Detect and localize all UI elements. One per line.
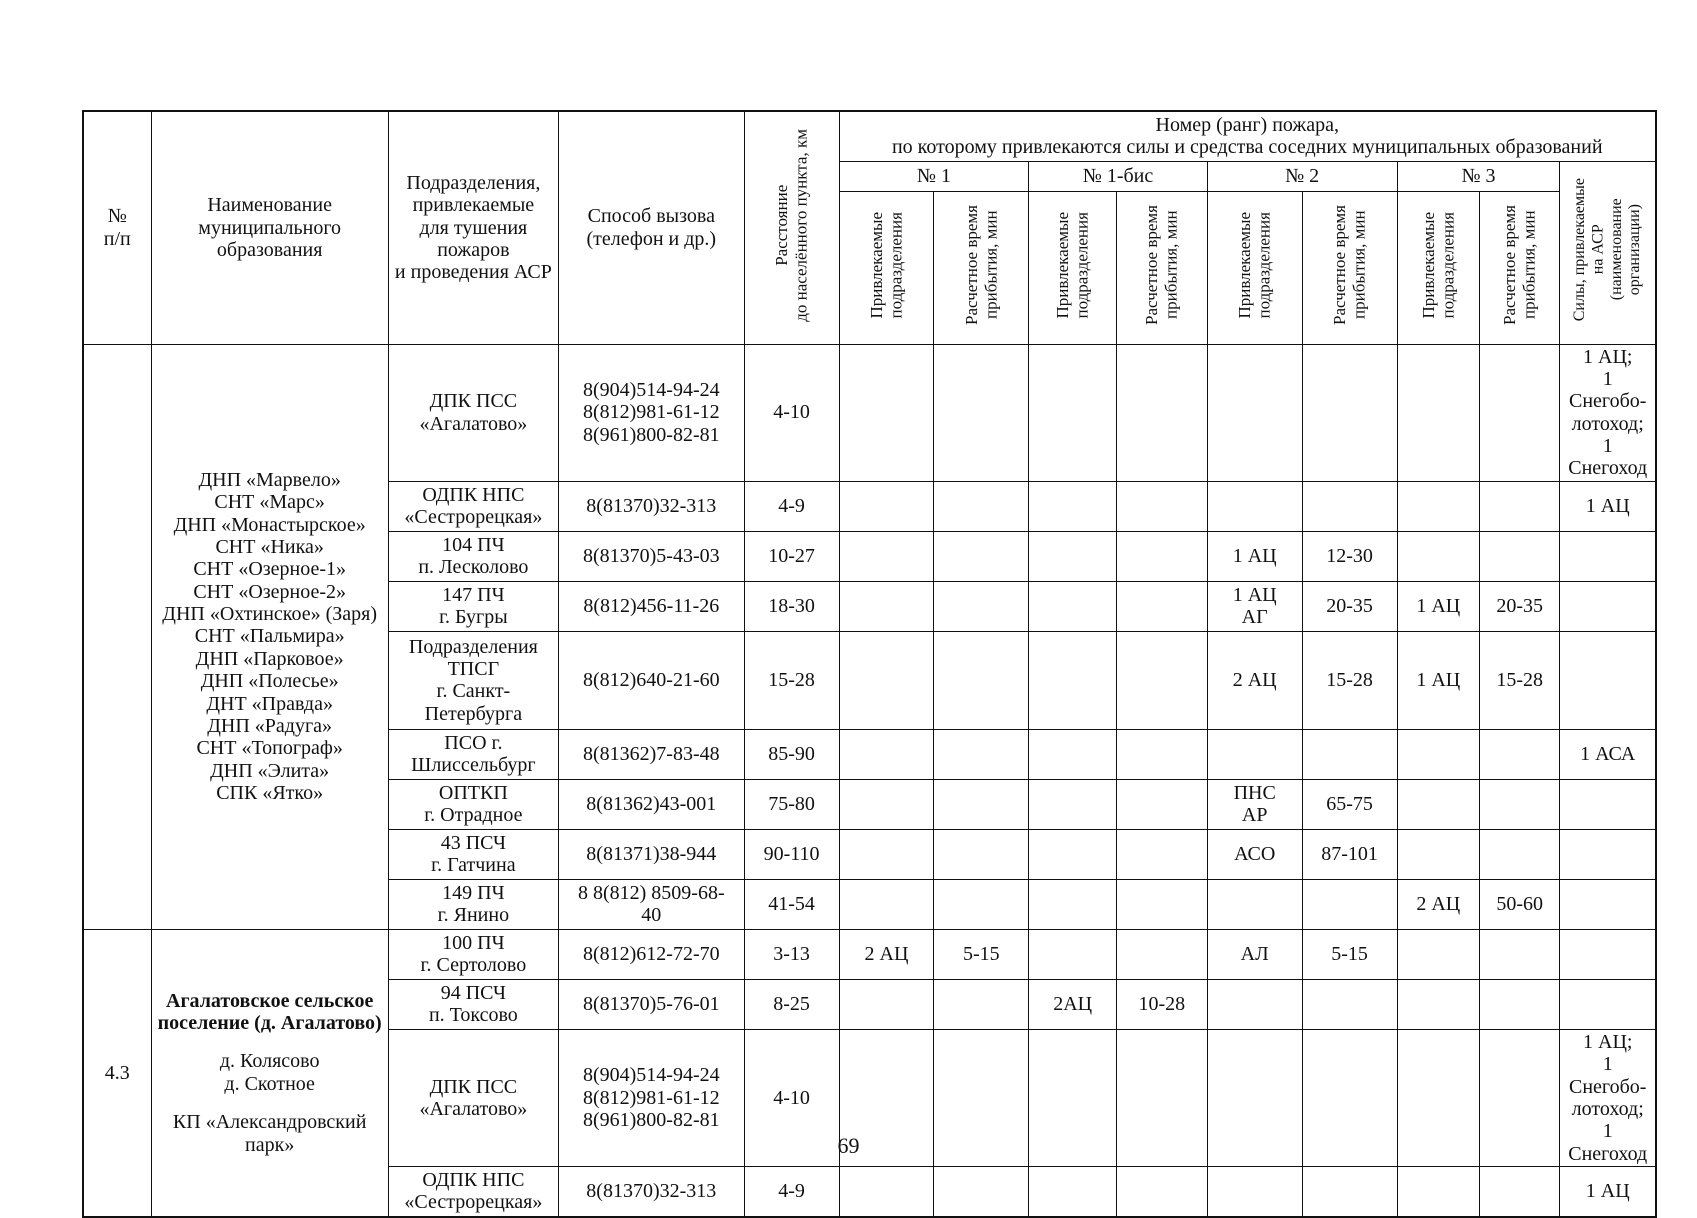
- cell-r1bt: [1116, 779, 1207, 829]
- cell-phone: 8(812)640-21-60: [558, 631, 744, 729]
- settlement-name: д. Колясово: [219, 1050, 320, 1073]
- cell-asr: [1560, 979, 1656, 1029]
- header-r1bis-units-label: Привлекаемые подразделения: [1053, 211, 1092, 319]
- cell-r2u: 1 АЦ АГ: [1207, 581, 1302, 631]
- cell-r1bt: [1116, 829, 1207, 879]
- cell-r3u: 1 АЦ: [1397, 631, 1480, 729]
- cell-r1u: [839, 829, 934, 879]
- cell-asr: [1560, 929, 1656, 979]
- cell-dist: 90-110: [744, 829, 839, 879]
- cell-r3u: 2 АЦ: [1397, 879, 1480, 929]
- cell-r1u: [839, 779, 934, 829]
- cell-r2u: 1 АЦ: [1207, 531, 1302, 581]
- settlement-name: ДНП «Охтинское» (Заря): [162, 603, 378, 626]
- header-r3-time: [1480, 191, 1560, 344]
- cell-phone: 8(81362)43-001: [558, 779, 744, 829]
- cell-r2u: [1207, 344, 1302, 481]
- cell-r2t: [1302, 979, 1397, 1029]
- cell-r1u: [839, 481, 934, 531]
- cell-asr: [1560, 829, 1656, 879]
- cell-r1bt: [1116, 929, 1207, 979]
- cell-r1bt: [1116, 481, 1207, 531]
- cell-r1u: [839, 879, 934, 929]
- cell-r3t: [1480, 344, 1560, 481]
- group2-title: Агалатовское сельское поселение (д. Агалатово): [157, 989, 382, 1034]
- header-municipality: Наименование муниципального образования: [151, 111, 388, 344]
- cell-dist: 4-10: [744, 1029, 839, 1166]
- header-units: Подразделения, привлекаемые для тушения пожаров и проведения АСР: [388, 111, 558, 344]
- header-r2-time-label: Расчетное время прибытия, мин: [1330, 204, 1369, 325]
- header-rank-1: № 1: [839, 161, 1029, 191]
- spacer: [155, 1095, 385, 1111]
- header-num: № п/п: [83, 111, 151, 344]
- cell-r2u: [1207, 1167, 1302, 1217]
- cell-r1t: [934, 979, 1029, 1029]
- spacer: [155, 1034, 385, 1050]
- cell-r1t: [934, 631, 1029, 729]
- cell-r3t: 15-28: [1480, 631, 1560, 729]
- cell-unit: ОДПК НПС «Сестрорецкая»: [388, 481, 558, 531]
- cell-unit: ДПК ПСС «Агалатово»: [388, 344, 558, 481]
- cell-unit: 43 ПСЧ г. Гатчина: [388, 829, 558, 879]
- cell-asr: 1 АЦ; 1 Снегобо- лотоход; 1 Снегоход: [1560, 344, 1656, 481]
- cell-r1t: [934, 581, 1029, 631]
- group2-num: 4.3: [83, 929, 151, 1216]
- cell-r2t: [1302, 879, 1397, 929]
- cell-r1t: 5-15: [934, 929, 1029, 979]
- header-rank-title: Номер (ранг) пожара, по которому привлекаются силы и средства соседних муниципальных образований: [839, 111, 1656, 161]
- cell-phone: 8(904)514-94-24 8(812)981-61-12 8(961)800-82-81: [558, 344, 744, 481]
- settlement-name: КП «Александровский парк»: [172, 1111, 367, 1156]
- cell-asr: [1560, 581, 1656, 631]
- settlement-name: ДНП «Элита»: [210, 759, 330, 782]
- header-distance: [744, 111, 839, 344]
- settlement-name: СНТ «Марс»: [214, 491, 325, 514]
- settlement-name: ДНП «Марвело»: [198, 468, 341, 491]
- cell-r1t: [934, 531, 1029, 581]
- cell-r2t: 65-75: [1302, 779, 1397, 829]
- cell-r3t: 20-35: [1480, 581, 1560, 631]
- cell-dist: 4-9: [744, 1167, 839, 1217]
- cell-r3t: 50-60: [1480, 879, 1560, 929]
- header-r1-units: [839, 191, 934, 344]
- cell-r1bt: [1116, 531, 1207, 581]
- cell-r2u: АСО: [1207, 829, 1302, 879]
- cell-unit: ОДПК НПС «Сестрорецкая»: [388, 1167, 558, 1217]
- cell-dist: 85-90: [744, 729, 839, 779]
- cell-r3u: [1397, 1167, 1480, 1217]
- cell-r3t: [1480, 1167, 1560, 1217]
- cell-r1t: [934, 344, 1029, 481]
- cell-r1u: [839, 531, 934, 581]
- cell-r1t: [934, 1167, 1029, 1217]
- fire-forces-table: [82, 110, 1657, 1218]
- settlement-name: СНТ «Озерное-2»: [193, 580, 347, 603]
- header-r3-units: [1397, 191, 1480, 344]
- cell-phone: 8(81370)5-76-01: [558, 979, 744, 1029]
- header-r1-units-label: Привлекаемые подразделения: [866, 211, 906, 319]
- cell-unit: 94 ПСЧ п. Токсово: [388, 979, 558, 1029]
- header-call-method: Способ вызова (телефон и др.): [558, 111, 744, 344]
- settlement-name: СНТ «Топограф»: [196, 737, 343, 760]
- header-rank-2: № 2: [1207, 161, 1397, 191]
- group1-num-cell: [83, 344, 151, 929]
- header-asr-label: Силы, привлекаемые на АСР (наименование организации): [1570, 178, 1644, 322]
- cell-r3u: [1397, 779, 1480, 829]
- cell-r1bt: [1116, 1167, 1207, 1217]
- cell-r2u: [1207, 481, 1302, 531]
- cell-phone: 8(81370)32-313: [558, 481, 744, 531]
- cell-r2t: [1302, 344, 1397, 481]
- header-r3-units-label: Привлекаемые подразделения: [1418, 211, 1458, 319]
- cell-asr: 1 АЦ; 1 Снегобо- лотоход; 1 Снегоход: [1560, 1029, 1656, 1166]
- cell-r1t: [934, 779, 1029, 829]
- cell-r3u: [1397, 729, 1480, 779]
- cell-phone: 8(81371)38-944: [558, 829, 744, 879]
- header-rank-1bis: № 1-бис: [1029, 161, 1207, 191]
- cell-r1bu: [1029, 929, 1117, 979]
- cell-r1bt: 10-28: [1116, 979, 1207, 1029]
- settlement-name: ДНП «Парковое»: [195, 647, 344, 670]
- header-r1bis-time: [1116, 191, 1207, 344]
- cell-unit: 100 ПЧ г. Сертолово: [388, 929, 558, 979]
- cell-r2u: [1207, 979, 1302, 1029]
- cell-r1bu: 2АЦ: [1029, 979, 1117, 1029]
- cell-asr: [1560, 779, 1656, 829]
- cell-r2t: 20-35: [1302, 581, 1397, 631]
- cell-unit: Подразделения ТПСГ г. Санкт- Петербурга: [388, 631, 558, 729]
- cell-r3t: [1480, 531, 1560, 581]
- cell-r3t: [1480, 779, 1560, 829]
- cell-r1bu: [1029, 344, 1117, 481]
- cell-phone: 8(81370)32-313: [558, 1167, 744, 1217]
- cell-dist: 15-28: [744, 631, 839, 729]
- settlement-name: ДНП «Радуга»: [207, 715, 333, 738]
- cell-r1t: [934, 729, 1029, 779]
- cell-r2t: 15-28: [1302, 631, 1397, 729]
- cell-r1bt: [1116, 581, 1207, 631]
- cell-unit: ДПК ПСС «Агалатово»: [388, 1029, 558, 1166]
- group2-municipality: [151, 929, 388, 1216]
- settlement-name: СПК «Ятко»: [216, 782, 324, 805]
- settlement-name: д. Скотное: [224, 1072, 315, 1095]
- cell-r1t: [934, 829, 1029, 879]
- cell-r2u: [1207, 729, 1302, 779]
- cell-phone: 8(904)514-94-24 8(812)981-61-12 8(961)800-82-81: [558, 1029, 744, 1166]
- cell-r3u: [1397, 929, 1480, 979]
- cell-r3t: [1480, 829, 1560, 879]
- settlement-name: СНТ «Ника»: [215, 535, 324, 558]
- cell-r3u: [1397, 979, 1480, 1029]
- settlement-name: СНТ «Пальмира»: [194, 625, 345, 648]
- cell-r1bu: [1029, 631, 1117, 729]
- cell-asr: 1 АЦ: [1560, 1167, 1656, 1217]
- cell-phone: 8(812)456-11-26: [558, 581, 744, 631]
- cell-unit: ПСО г. Шлиссельбург: [388, 729, 558, 779]
- cell-unit: 147 ПЧ г. Бугры: [388, 581, 558, 631]
- cell-r1bt: [1116, 631, 1207, 729]
- cell-r3u: [1397, 829, 1480, 879]
- cell-r1bu: [1029, 481, 1117, 531]
- cell-dist: 3-13: [744, 929, 839, 979]
- settlement-name: ДНП «Полесье»: [200, 670, 339, 693]
- group1-names-list: [151, 344, 388, 929]
- header-rank-3: № 3: [1397, 161, 1560, 191]
- cell-r1u: [839, 979, 934, 1029]
- cell-asr: 1 АЦ: [1560, 481, 1656, 531]
- cell-r3u: 1 АЦ: [1397, 581, 1480, 631]
- cell-r3t: [1480, 729, 1560, 779]
- header-r1bis-time-label: Расчетное время прибытия, мин: [1142, 204, 1181, 325]
- cell-r3u: [1397, 481, 1480, 531]
- cell-r1bu: [1029, 1167, 1117, 1217]
- settlement-name: СНТ «Озерное-1»: [193, 558, 347, 581]
- cell-r2t: 12-30: [1302, 531, 1397, 581]
- cell-phone: 8(81362)7-83-48: [558, 729, 744, 779]
- header-distance-label: Расстояние до населённого пункта, км: [772, 128, 811, 322]
- header-r1bis-units: [1029, 191, 1117, 344]
- cell-r2t: [1302, 1167, 1397, 1217]
- cell-r2u: АЛ: [1207, 929, 1302, 979]
- cell-r1t: [934, 481, 1029, 531]
- cell-unit: 104 ПЧ п. Лесколово: [388, 531, 558, 581]
- cell-r2u: 2 АЦ: [1207, 631, 1302, 729]
- header-r2-time: [1302, 191, 1397, 344]
- cell-r3t: [1480, 929, 1560, 979]
- cell-dist: 4-10: [744, 344, 839, 481]
- cell-dist: 10-27: [744, 531, 839, 581]
- cell-r2u: [1207, 879, 1302, 929]
- cell-r1bt: [1116, 879, 1207, 929]
- header-r2-units: [1207, 191, 1302, 344]
- cell-r1bu: [1029, 779, 1117, 829]
- cell-r2t: 5-15: [1302, 929, 1397, 979]
- header-r1-time: [934, 191, 1029, 344]
- cell-r3t: [1480, 481, 1560, 531]
- cell-r2t: [1302, 481, 1397, 531]
- cell-r2t: 87-101: [1302, 829, 1397, 879]
- header-asr: [1560, 161, 1656, 344]
- cell-r1bu: [1029, 829, 1117, 879]
- cell-phone: 8(81370)5-43-03: [558, 531, 744, 581]
- cell-phone: 8(812)612-72-70: [558, 929, 744, 979]
- table-row: [83, 344, 1656, 481]
- cell-r1u: 2 АЦ: [839, 929, 934, 979]
- cell-asr: [1560, 631, 1656, 729]
- cell-r1bu: [1029, 581, 1117, 631]
- header-r3-time-label: Расчетное время прибытия, мин: [1500, 204, 1539, 325]
- cell-r1bu: [1029, 879, 1117, 929]
- cell-r1bt: [1116, 729, 1207, 779]
- cell-r1bu: [1029, 729, 1117, 779]
- cell-dist: 8-25: [744, 979, 839, 1029]
- cell-dist: 41-54: [744, 879, 839, 929]
- cell-r1bu: [1029, 531, 1117, 581]
- cell-unit: 149 ПЧ г. Янино: [388, 879, 558, 929]
- settlement-name: ДНТ «Правда»: [206, 692, 333, 715]
- cell-r2u: ПНС АР: [1207, 779, 1302, 829]
- page-number: 69: [837, 1133, 860, 1158]
- table-body: [83, 344, 1656, 1217]
- cell-r1u: [839, 1167, 934, 1217]
- cell-dist: 75-80: [744, 779, 839, 829]
- cell-r2t: [1302, 729, 1397, 779]
- cell-r1bt: [1116, 344, 1207, 481]
- cell-asr: [1560, 531, 1656, 581]
- cell-r1t: [934, 879, 1029, 929]
- cell-asr: [1560, 879, 1656, 929]
- cell-phone: 8 8(812) 8509-68- 40: [558, 879, 744, 929]
- cell-asr: 1 АСА: [1560, 729, 1656, 779]
- cell-r3u: [1397, 531, 1480, 581]
- cell-dist: 4-9: [744, 481, 839, 531]
- header-r2-units-label: Привлекаемые подразделения: [1235, 211, 1274, 319]
- cell-r1u: [839, 729, 934, 779]
- settlement-name: ДНП «Монастырское»: [173, 513, 366, 536]
- cell-r1u: [839, 344, 934, 481]
- cell-r1u: [839, 631, 934, 729]
- cell-r3u: [1397, 344, 1480, 481]
- table-row: [83, 929, 1656, 979]
- cell-r1u: [839, 581, 934, 631]
- cell-r3t: [1480, 979, 1560, 1029]
- cell-unit: ОПТКП г. Отрадное: [388, 779, 558, 829]
- header-r1-time-label: Расчетное время прибытия, мин: [961, 204, 1001, 325]
- cell-dist: 18-30: [744, 581, 839, 631]
